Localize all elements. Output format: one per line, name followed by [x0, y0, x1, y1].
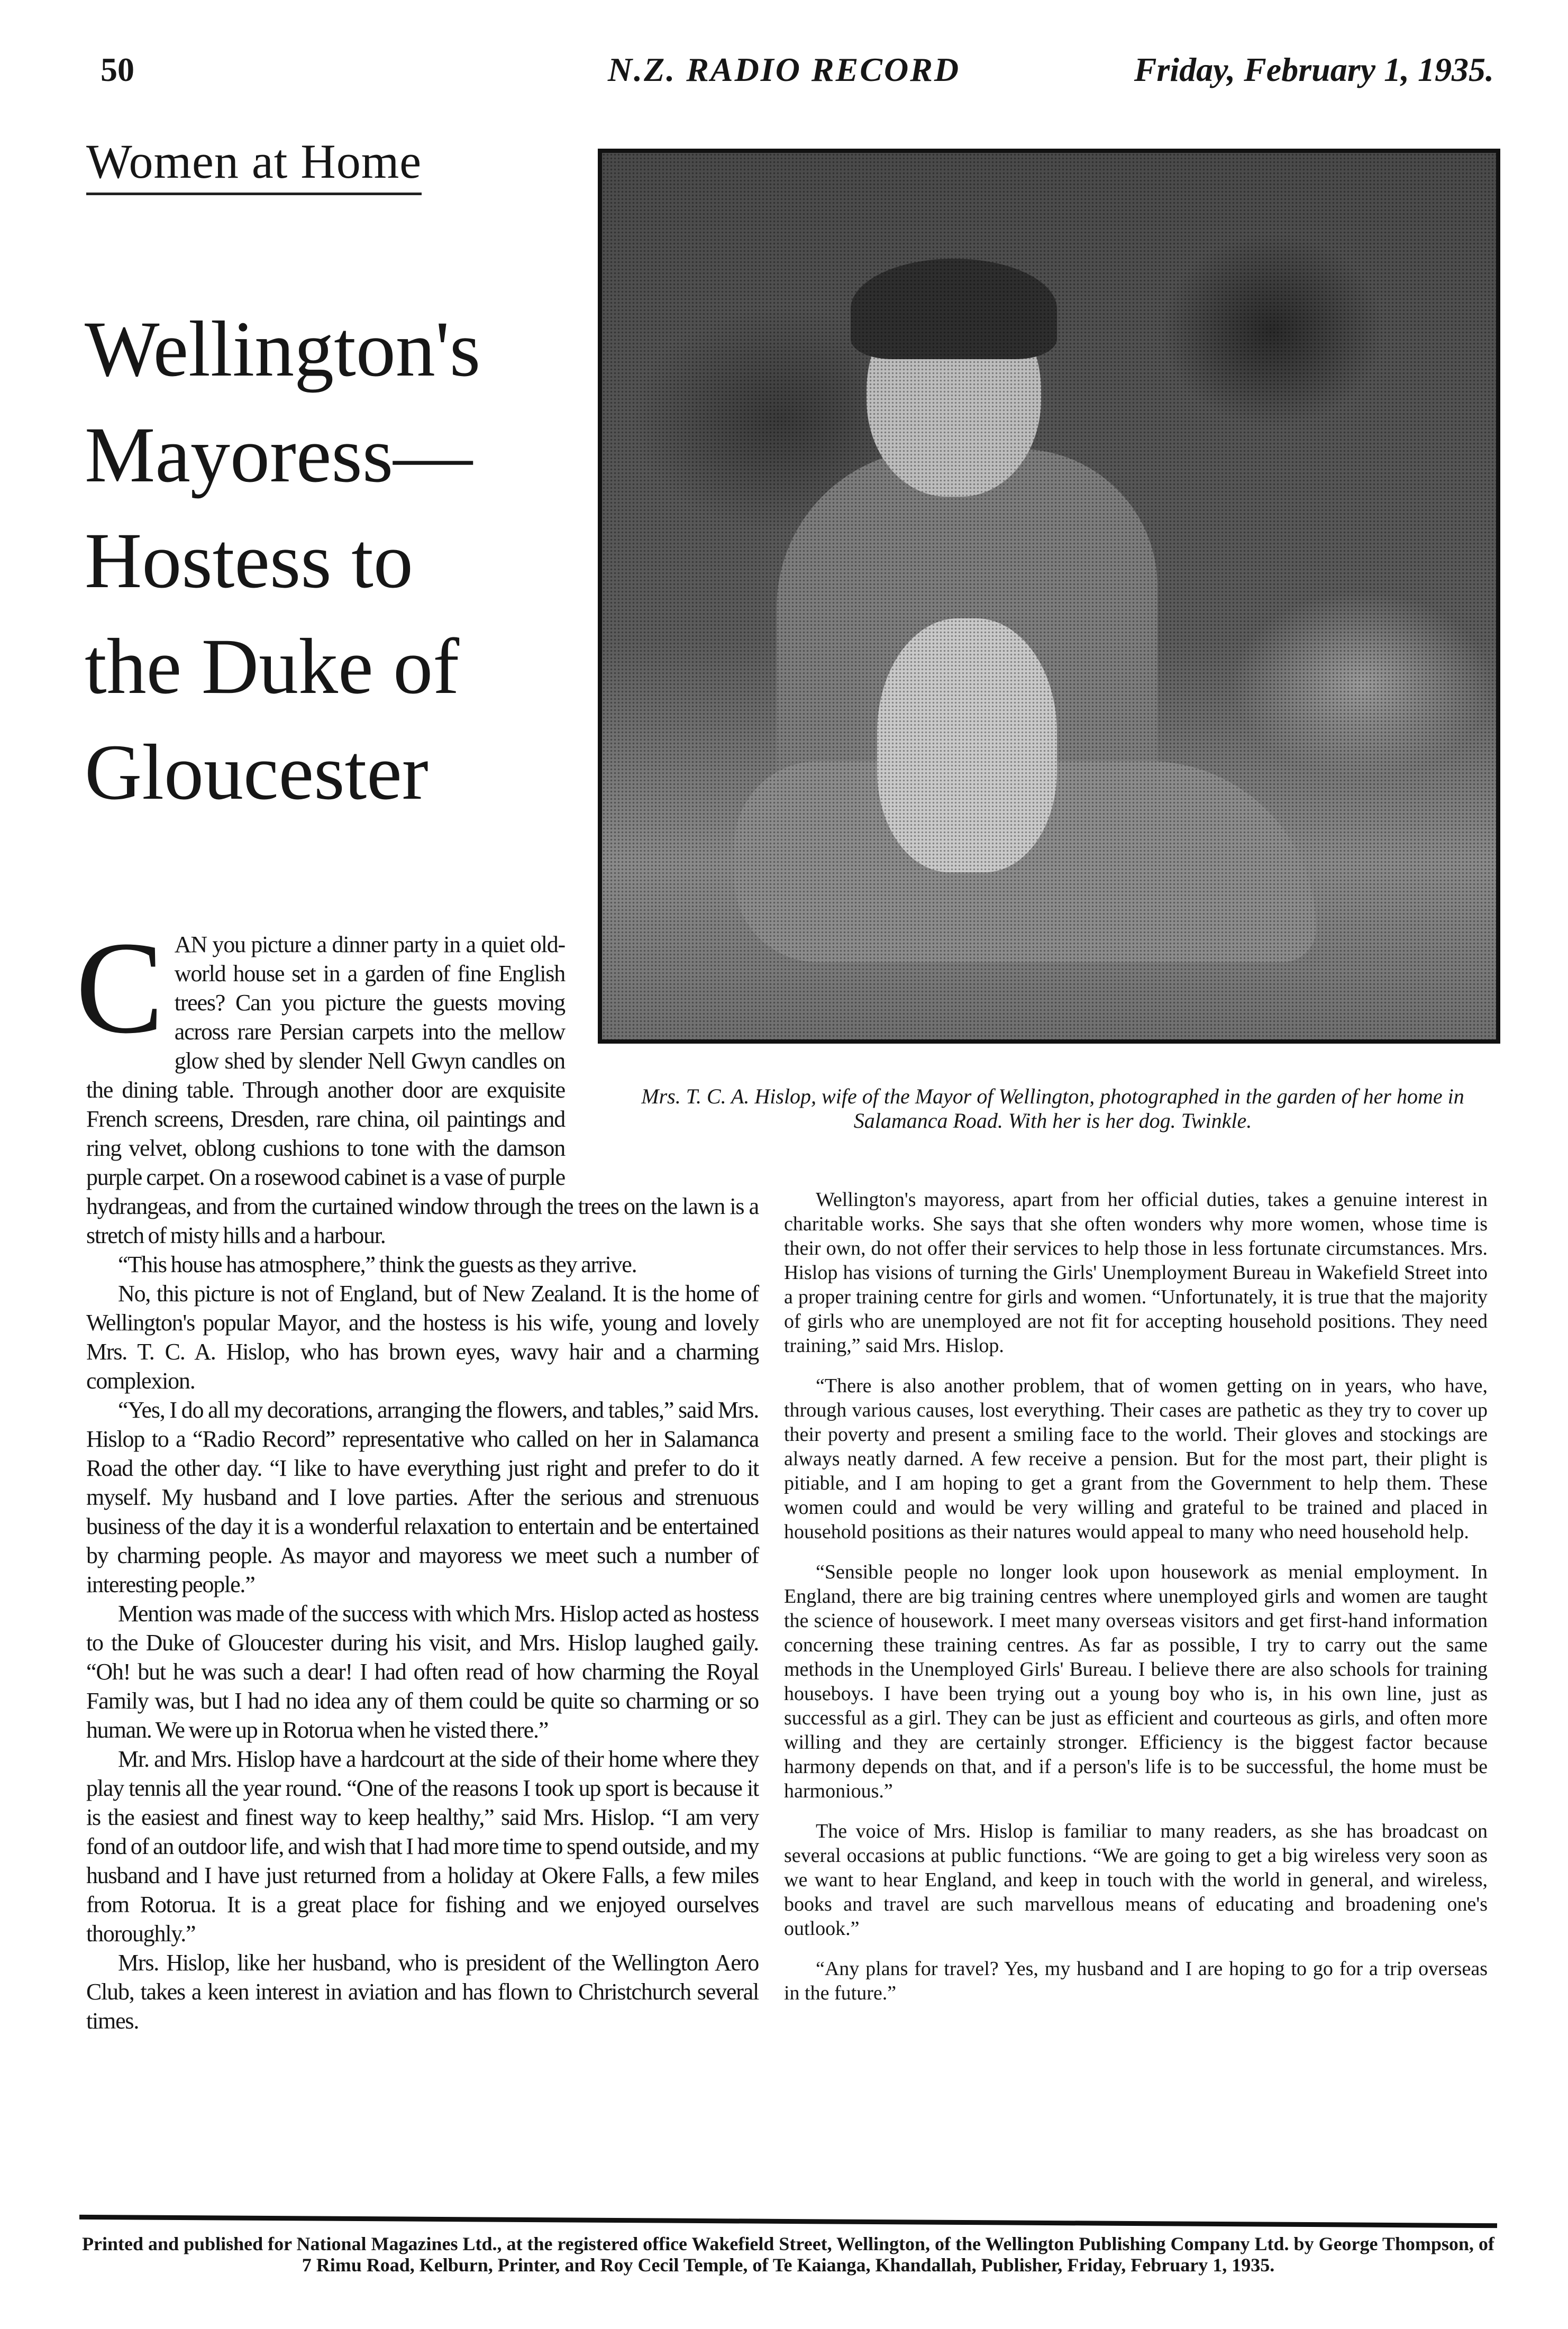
article-paragraph: Wellington's mayoress, apart from her official duties, takes a genuine interest in charitable works. She says that she often wonders why more women, whose time is their own, do not offer their services to help those in less fortunate circumstances. Mrs. Hislop has visions of turning the Girls' Unemployment Bureau in Wakefield Street into a proper training centre for girls and women. “Unfortunately, it is true that the majority of girls who are unemployed are not fit for accepting household positions. They need training,” said Mrs. Hislop. — [784, 1189, 1488, 1357]
article-paragraph: No, this picture is not of England, but of New Zealand. It is the home of Wellington's popular Mayor, and the hostess is his wife, young and lovely Mrs. T. C. A. Hislop, who has brown eyes, wavy hair and a charming complexion. — [86, 1281, 759, 1394]
article-paragraph: Mention was made of the success with which Mrs. Hislop acted as hostess to the Duke of Gloucester during his visit, and Mrs. Hislop laughed gaily. “Oh! but he was such a dear! I had often read of how charming the Royal Family was, but I had no idea any of them could be quite so charming or so human. We were up in Rotorua when he visted there.” — [86, 1601, 759, 1743]
issue-date: Friday, February 1, 1935. — [1134, 51, 1494, 88]
article-paragraph: “There is also another problem, that of women getting on in years, who have, through various causes, lost everything. Their cases are pathetic as they try to cover up their poverty and present a smiling face to the world. Their gloves and stockings are always neatly darned. A few receive a pension. But for the most part, their plight is pitiable, and I am hoping to get a grant from the Government to help them. These women could and would be very willing and grateful to be trained and placed in household positions as their natures would appeal to many who need household help. — [784, 1375, 1488, 1543]
portrait-photo — [598, 149, 1500, 1044]
publication-title: N.Z. RADIO RECORD — [607, 51, 961, 88]
headline-line: Wellington's — [85, 305, 481, 393]
headline-line: Hostess to — [85, 517, 413, 605]
article-paragraph: Mrs. Hislop, like her husband, who is president of the Wellington Aero Club, takes a keen interest in aviation and has flown to Christchurch several times. — [86, 1950, 759, 2034]
imprint-footer: Printed and published for National Magazines Ltd., at the registered office Wakefield Street, Wellington, of the Wellington Publishing Company Ltd. by George Thompson, of 7 Rimu Road, Kelburn, Printer, and Roy Cecil Temple, of Te Kaianga, Khandallah, Publisher, Friday, February 1, 1935. — [82, 2233, 1494, 2276]
drop-cap: C — [76, 915, 164, 1061]
article-right-column — [784, 1188, 1488, 2005]
article-paragraph: “Sensible people no longer look upon housework as menial employment. In England, there are big training centres where unemployed girls and women are taught the science of housework. I meet many overseas visitors and get first-hand information concerning these training centres. As far as possible, I try to carry out the same methods in the Unemployed Girls' Bureau. I believe there are also schools for training houseboys. I have been trying out a young boy who is, in his own line, just as successful as a girl. They can be just as efficient and courteous as girls, and often more willing and they are certainly stronger. Efficiency is the biggest factor because harmony depends on that, and if a person's life is to be successful, the home must be harmonious.” — [784, 1561, 1488, 1802]
footer-rule — [79, 2215, 1497, 2228]
halftone-overlay — [602, 153, 1496, 1039]
headline-line: the Duke of — [85, 623, 460, 710]
article-paragraph: “This house has atmosphere,” think the guests as they arrive. — [118, 1252, 637, 1277]
article-headline — [85, 296, 592, 825]
article-paragraph: “Any plans for travel? Yes, my husband and I are hoping to go for a trip overseas in the future.” — [784, 1958, 1488, 2004]
article-paragraph: “Yes, I do all my decorations, arranging the flowers, and tables,” said Mrs. Hislop to a “Radio Record” representative who called on her in Salamanca Road the other day. “I like to have everything just right and prefer to do it myself. My husband and I love parties. After the serious and strenuous business of the day it is a wonderful relaxation to entertain and be entertained by charming people. As mayor and mayoress we meet such a number of interesting people.” — [86, 1397, 759, 1597]
article-left-column — [76, 915, 759, 2035]
page-number: 50 — [101, 51, 134, 88]
photo-caption: Mrs. T. C. A. Hislop, wife of the Mayor of Wellington, photographed in the garden of her home in Salamanca Road. With her is her dog. Twinkle. — [641, 1084, 1464, 1132]
headline-line: Mayoress— — [85, 411, 473, 499]
article-paragraph: AN you picture a dinner party in a quiet old-world house set in a garden of fine English trees? Can you picture the guests moving across rare Persian carpets into the mellow glow shed by slender Nell Gwyn candles on the dining table. Through another door are exquisite French screens, Dresden, rare china, oil paintings and ring velvet, oblong cushions to tone with the damson purple carpet. On a rosewood cabinet is a vase of purple hydrangeas, and from the curtained window through the trees on the lawn is a stretch of misty hills and a harbour. — [86, 931, 759, 1248]
article-paragraph: Mr. and Mrs. Hislop have a hardcourt at the side of their home where they play tennis all the year round. “One of the reasons I took up sport is because it is the easiest and finest way to keep healthy,” said Mrs. Hislop. “I am very fond of an outdoor life, and wish that I had more time to spend outside, and my husband and I have just returned from a holiday at Okere Falls, a few miles from Rotorua. It is a great place for fishing and we enjoyed ourselves thoroughly.” — [86, 1746, 759, 1947]
photo-spacer — [565, 930, 759, 1192]
section-heading: Women at Home — [86, 132, 422, 195]
headline-line: Gloucester — [85, 728, 429, 816]
article-paragraph: The voice of Mrs. Hislop is familiar to many readers, as she has broadcast on several occasions at public functions. “We are going to get a big wireless very soon as we want to hear England, and keep in touch with the world in general, and wireless, books and travel are such marvellous means of educating and broadening one's outlook.” — [784, 1820, 1488, 1940]
